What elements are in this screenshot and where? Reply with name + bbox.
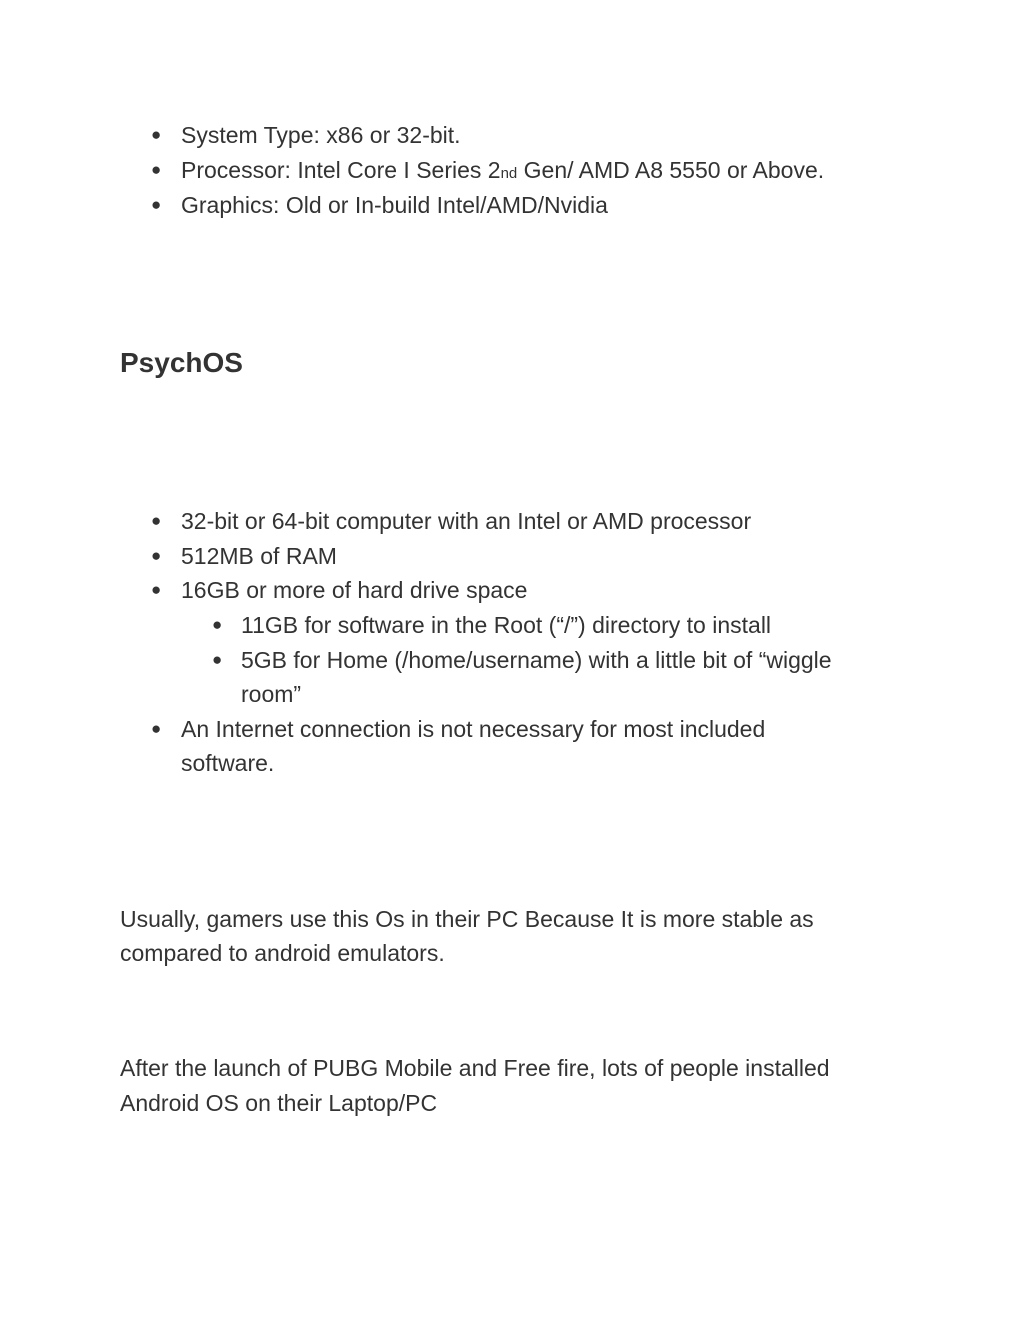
bullet-icon: ● bbox=[151, 546, 162, 565]
paragraph-line: compared to android emulators. bbox=[120, 940, 445, 966]
bullet-icon: ● bbox=[151, 719, 162, 738]
bullet-icon: ● bbox=[212, 650, 223, 669]
list-item: 16GB or more of hard drive space bbox=[181, 577, 528, 603]
paragraph-line: After the launch of PUBG Mobile and Free fire, lots of people installed bbox=[120, 1055, 830, 1081]
bullet-icon: ● bbox=[151, 511, 162, 530]
list-item: Graphics: Old or In-build Intel/AMD/Nvidia bbox=[181, 192, 608, 218]
section-heading: PsychOS bbox=[120, 347, 243, 378]
list-item-text: Processor: Intel Core I Series 2 bbox=[181, 157, 501, 183]
bullet-icon: ● bbox=[151, 195, 162, 214]
list-item: System Type: x86 or 32-bit. bbox=[181, 122, 461, 148]
paragraph-line: Usually, gamers use this Os in their PC Because It is more stable as bbox=[120, 906, 814, 932]
ordinal-suffix: nd bbox=[500, 165, 518, 182]
list-item bbox=[181, 153, 824, 191]
bullet-icon: ● bbox=[151, 580, 162, 599]
list-item: An Internet connection is not necessary for most included bbox=[181, 716, 766, 742]
bullet-icon: ● bbox=[151, 125, 162, 144]
sub-list-item-continued: room” bbox=[241, 681, 302, 707]
paragraph-line: Android OS on their Laptop/PC bbox=[120, 1090, 438, 1116]
list-item: 32-bit or 64-bit computer with an Intel or AMD processor bbox=[181, 508, 752, 534]
bullet-icon: ● bbox=[151, 160, 162, 179]
list-item-continued: software. bbox=[181, 750, 275, 776]
sub-list-item: 11GB for software in the Root (“/”) directory to install bbox=[241, 612, 772, 638]
list-item: 512MB of RAM bbox=[181, 543, 337, 569]
bullet-icon: ● bbox=[212, 615, 223, 634]
list-item-text: Gen/ AMD A8 5550 or Above. bbox=[517, 157, 825, 183]
sub-list-item: 5GB for Home (/home/username) with a little bit of “wiggle bbox=[241, 647, 832, 673]
